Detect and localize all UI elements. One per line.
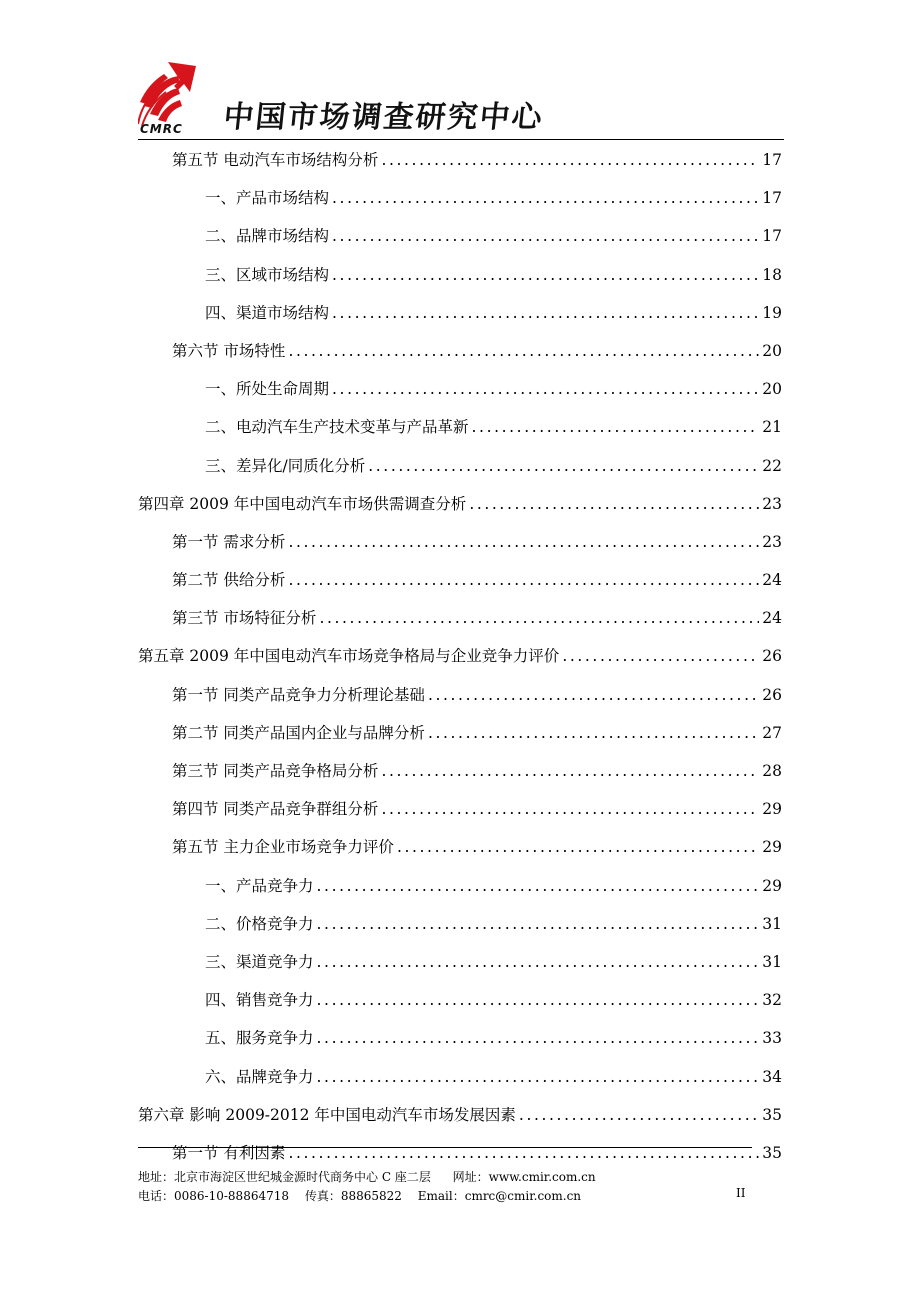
toc-entry-title: 第六节 市场特性	[172, 341, 286, 360]
toc-entry-page: 21	[762, 418, 782, 437]
toc-dot-leader	[288, 568, 759, 592]
toc-entry[interactable]	[138, 719, 782, 757]
toc-dot-leader	[368, 454, 759, 478]
toc-entry-page: 19	[762, 303, 782, 322]
footer-fax: 传真：88865822	[304, 1189, 402, 1203]
toc-entry[interactable]	[138, 566, 782, 604]
toc-entry[interactable]	[138, 337, 782, 375]
page-header	[138, 62, 784, 140]
toc-entry[interactable]	[138, 795, 782, 833]
toc-entry[interactable]	[138, 986, 782, 1024]
toc-entry-page: 35	[762, 1105, 782, 1124]
toc-entry-page: 33	[762, 1029, 782, 1048]
toc-dot-leader	[381, 759, 759, 783]
toc-entry-page: 29	[762, 876, 782, 895]
toc-entry-page: 28	[762, 762, 782, 780]
toc-dot-leader	[397, 835, 759, 859]
toc-entry[interactable]	[138, 604, 782, 642]
toc-entry-title: 二、电动汽车生产技术变革与产品革新	[205, 418, 469, 437]
toc-entry-title: 二、品牌市场结构	[205, 227, 330, 246]
toc-entry[interactable]	[138, 642, 782, 680]
toc-dot-leader	[317, 1026, 759, 1050]
toc-dot-leader	[469, 492, 759, 516]
toc-entry[interactable]	[138, 1101, 782, 1139]
toc-entry-page: 32	[762, 991, 782, 1010]
footer-divider	[138, 1147, 752, 1148]
toc-entry-title: 四、销售竞争力	[205, 991, 314, 1010]
footer-website[interactable]: 网址：www.cmir.com.cn	[452, 1170, 596, 1184]
toc-dot-leader	[428, 721, 759, 745]
toc-dot-leader	[332, 377, 759, 401]
toc-entry-title: 第三节 市场特征分析	[172, 609, 317, 628]
toc-entry[interactable]	[138, 1063, 782, 1101]
toc-entry-title: 六、品牌竞争力	[205, 1067, 314, 1086]
toc-entry-title: 第一节 需求分析	[172, 532, 286, 551]
footer-address: 地址：北京市海淀区世纪城金源时代商务中心 C 座二层	[138, 1170, 431, 1184]
page-number: II	[736, 1186, 746, 1200]
page-footer	[138, 1168, 758, 1206]
toc-dot-leader	[381, 797, 759, 821]
footer-phone: 电话：0086-10-88864718	[138, 1189, 289, 1203]
toc-entry-page: 23	[762, 494, 782, 513]
toc-dot-leader	[332, 224, 759, 248]
toc-entry-title: 三、差异化/同质化分析	[205, 456, 366, 475]
toc-entry[interactable]	[138, 222, 782, 260]
toc-entry-title: 第四章 2009 年中国电动汽车市场供需调查分析	[138, 494, 467, 513]
toc-entry-page: 24	[762, 571, 782, 590]
toc-entry-page: 24	[762, 609, 782, 628]
toc-entry[interactable]	[138, 948, 782, 986]
toc-entry-title: 四、渠道市场结构	[205, 303, 330, 322]
toc-entry-page: 20	[762, 341, 782, 360]
toc-entry-title: 第一节 同类产品竞争力分析理论基础	[172, 685, 425, 704]
toc-entry-page: 18	[762, 265, 782, 284]
toc-dot-leader	[317, 988, 759, 1012]
toc-entry[interactable]	[138, 413, 782, 451]
toc-entry-page: 31	[762, 952, 782, 971]
toc-dot-leader	[317, 912, 759, 936]
toc-entry[interactable]	[138, 375, 782, 413]
toc-entry-page: 26	[762, 685, 782, 704]
footer-email[interactable]: Email：cmrc@cmir.com.cn	[417, 1189, 582, 1203]
toc-entry-page: 22	[762, 456, 782, 475]
toc-entry[interactable]	[138, 757, 782, 795]
toc-entry-page: 17	[762, 151, 782, 169]
header-divider	[138, 139, 784, 140]
toc-entry-title: 第五节 电动汽车市场结构分析	[172, 151, 379, 169]
toc-dot-leader	[317, 950, 759, 974]
organization-name: 中国市场调查研究中心	[221, 100, 546, 135]
toc-entry-title: 一、所处生命周期	[205, 380, 330, 399]
toc-entry-title: 一、产品市场结构	[205, 189, 330, 208]
toc-entry-page: 27	[762, 723, 782, 742]
toc-entry-page: 23	[762, 532, 782, 551]
logo-text: CMRC	[140, 122, 183, 136]
toc-entry-title: 第一节 有利因素	[172, 1143, 286, 1162]
toc-entry-page: 29	[762, 838, 782, 857]
toc-entry[interactable]	[138, 184, 782, 222]
toc-entry[interactable]	[138, 299, 782, 337]
toc-dot-leader	[288, 339, 759, 363]
toc-entry[interactable]	[138, 1024, 782, 1062]
toc-entry[interactable]	[138, 261, 782, 299]
toc-entry-title: 五、服务竞争力	[205, 1029, 314, 1048]
table-of-contents	[138, 146, 782, 1177]
toc-entry-page: 29	[762, 800, 782, 819]
toc-entry-title: 第五节 主力企业市场竞争力评价	[172, 838, 394, 857]
toc-dot-leader	[288, 1141, 759, 1165]
toc-entry-title: 第二节 同类产品国内企业与品牌分析	[172, 723, 425, 742]
toc-entry-title: 第三节 同类产品竞争格局分析	[172, 762, 379, 780]
toc-dot-leader	[332, 263, 759, 287]
toc-entry-page: 20	[762, 380, 782, 399]
toc-entry[interactable]	[138, 910, 782, 948]
toc-entry-title: 三、区域市场结构	[205, 265, 330, 284]
toc-dot-leader	[319, 606, 759, 630]
toc-entry-title: 三、渠道竞争力	[205, 952, 314, 971]
toc-entry-page: 34	[762, 1067, 782, 1086]
toc-entry[interactable]	[138, 452, 782, 490]
toc-entry-page: 17	[762, 227, 782, 246]
toc-dot-leader	[381, 148, 759, 172]
toc-entry-page: 35	[762, 1143, 782, 1162]
toc-entry[interactable]	[138, 681, 782, 719]
toc-dot-leader	[317, 874, 759, 898]
toc-dot-leader	[428, 683, 759, 707]
toc-dot-leader	[288, 530, 759, 554]
toc-entry-page: 17	[762, 189, 782, 208]
toc-entry-title: 第二节 供给分析	[172, 571, 286, 590]
toc-dot-leader	[472, 415, 759, 439]
toc-entry-page: 26	[762, 647, 782, 666]
toc-dot-leader	[519, 1103, 759, 1127]
toc-entry[interactable]	[138, 146, 782, 184]
toc-entry[interactable]	[138, 490, 782, 528]
toc-entry-title: 第六章 影响 2009-2012 年中国电动汽车市场发展因素	[138, 1105, 516, 1124]
toc-entry-page: 31	[762, 914, 782, 933]
toc-entry-title: 第四节 同类产品竞争群组分析	[172, 800, 379, 819]
toc-dot-leader	[332, 301, 759, 325]
toc-entry[interactable]	[138, 528, 782, 566]
toc-entry[interactable]	[138, 872, 782, 910]
toc-dot-leader	[332, 186, 759, 210]
toc-entry[interactable]	[138, 833, 782, 871]
toc-entry-title: 二、价格竞争力	[205, 914, 314, 933]
toc-entry-title: 一、产品竞争力	[205, 876, 314, 895]
toc-dot-leader	[317, 1065, 759, 1089]
toc-dot-leader	[562, 644, 759, 668]
toc-entry-title: 第五章 2009 年中国电动汽车市场竞争格局与企业竞争力评价	[138, 647, 560, 666]
